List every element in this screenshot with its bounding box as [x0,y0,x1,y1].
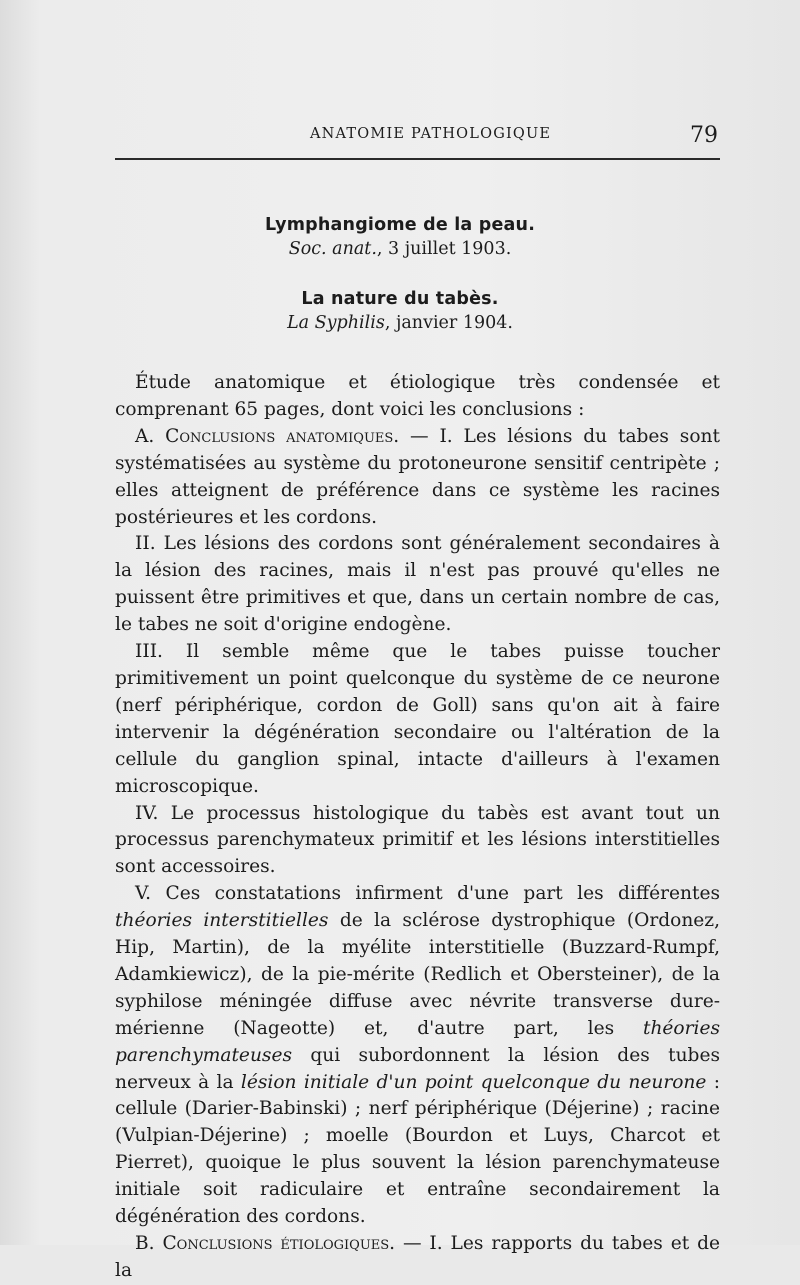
italic-term: lésion initiale d'un point quelconque du neurone [240,1071,707,1093]
paragraph [115,1231,720,1285]
body-text [115,370,720,1285]
page-number: 79 [690,123,718,148]
entry-title: Lymphangiome de la peau. [264,215,536,235]
paragraph: IV. Le processus histologique du tabès est avant tout un processus parenchymateux primitif et les lésions interstitielles sont accessoires. [115,802,720,878]
paragraph: Étude anatomique et étiologique très condensée et comprenant 65 pages, dont voici les conclusions : [115,372,720,420]
paragraph-text: de la sclérose dystrophique (Ordonez, Hip, Martin), de la myélite interstitielle (Buzzard-Rumpf, Adamkiewicz), de la pie-mérite (Redlich et Obersteiner), de la syphilose méningée diffuse avec névrite transverse dure-mérienne (Nageotte) et, d'autre part, les [115,910,721,1039]
paragraph-text: V. Ces constatations infirment d'une part les différentes [135,883,720,905]
section-heading: A. Conclusions anatomiques. [135,425,400,447]
paragraph-text: — I. Les rapports du tabes et de la [115,1233,720,1281]
page-header [115,118,720,160]
running-title: ANATOMIE PATHOLOGIQUE [310,126,552,142]
entry-date: , 3 juillet 1903. [376,239,512,259]
paragraph-text: — I. Les lésions du tabes sont systématisées au système du protoneurone sensitif centripète ; elles atteignent de préférence dans ce système les racines postérieures et les cordons. [115,425,720,528]
paragraph-text: : cellule (Darier-Babinski) ; nerf périphérique (Déjerine) ; racine (Vulpian-Déjerine) ; moelle (Bourdon et Luys, Charcot et Pierret), quoique le plus souvent la lésion parenchymateuse initiale soit radiculaire et entraîne secondairement la dégénération des cordons. [115,1071,720,1228]
entry-journal: Soc. anat. [288,239,377,259]
entry-source [0,239,800,259]
paragraph [115,881,720,1231]
entry-journal: La Syphilis [287,313,385,333]
paragraph-text: qui subordonnent la lésion des tubes nerveux à la [115,1044,720,1093]
paragraph: III. Il semble même que le tabes puisse toucher primitivement un point quelconque du système de ce neurone (nerf périphérique, cordon de Goll) sans qu'on ait à faire intervenir la dégénération secondaire ou l'altération de la cellule du ganglion spinal, intacte d'ailleurs à l'examen microscopique. [115,641,720,797]
italic-term: théories parenchymateuses [115,1017,720,1066]
paragraph: II. Les lésions des cordons sont généralement secondaires à la lésion des racines, mais il n'est pas prouvé qu'elles ne puissent être primitives et que, dans un certain nombre de cas, le tabes ne soit d'origine endogène. [115,533,720,636]
entry-date: , janvier 1904. [384,313,513,333]
italic-term: théories interstitielles [115,910,329,932]
entry-source [0,313,800,333]
entry-title: La nature du tabès. [301,289,499,309]
paragraph [115,424,720,532]
section-heading: B. Conclusions étiologiques. [135,1233,396,1254]
